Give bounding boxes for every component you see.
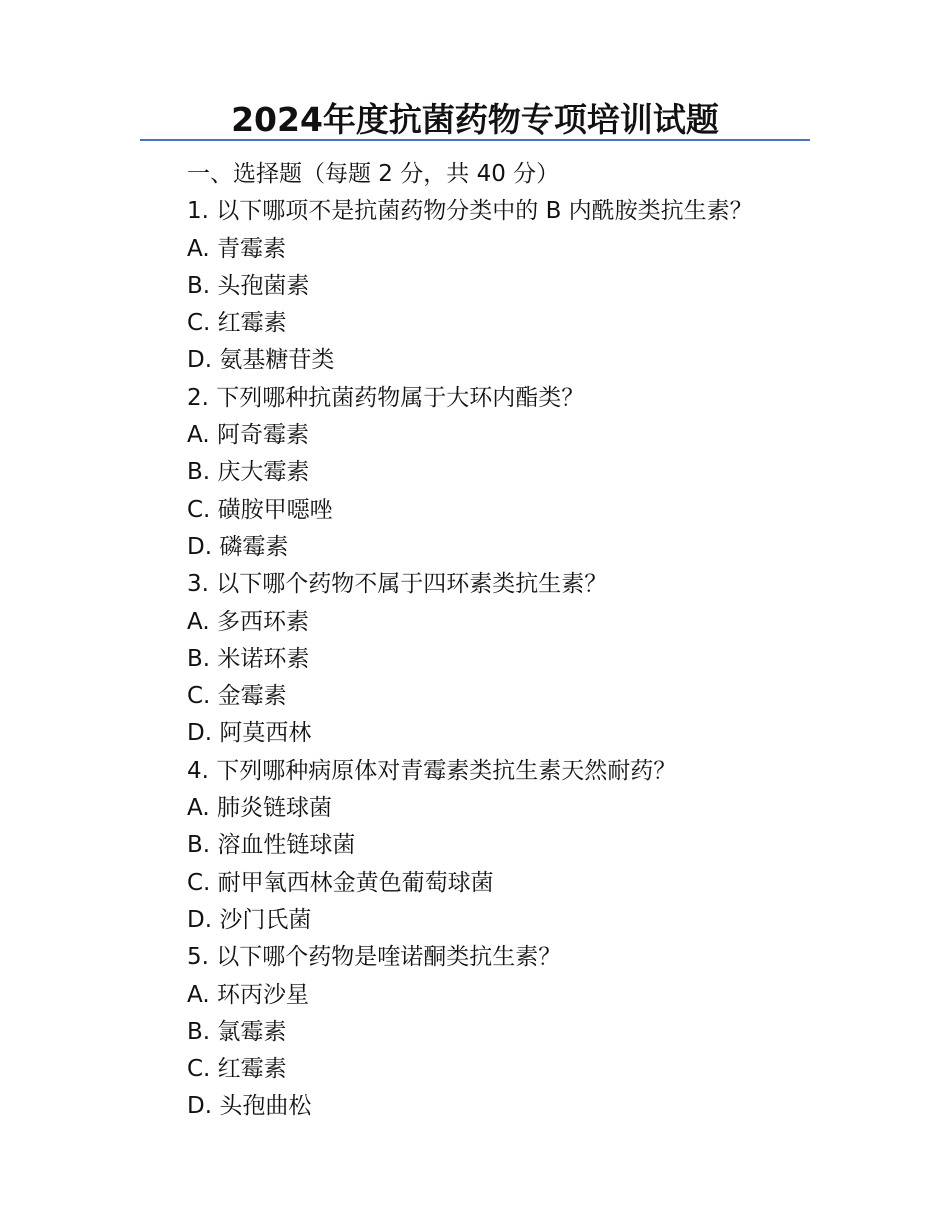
option-d: D. 头孢曲松	[187, 1093, 312, 1120]
option-c: C. 红霉素	[187, 310, 287, 337]
question-block-2	[187, 380, 887, 566]
question-block-3	[187, 566, 887, 752]
option-d: D. 沙门氏菌	[187, 906, 312, 933]
option-a: A. 阿奇霉素	[187, 422, 309, 449]
option-c: C. 金霉素	[187, 683, 287, 710]
option-b: B. 氯霉素	[187, 1018, 287, 1045]
option-b: B. 庆大霉素	[187, 459, 310, 486]
option-c: C. 磺胺甲噁唑	[187, 496, 333, 523]
option-d: D. 磷霉素	[187, 533, 289, 560]
option-a: A. 肺炎链球菌	[187, 795, 332, 822]
question-block-5	[187, 939, 887, 1125]
document-body	[187, 156, 887, 1126]
option-a: A. 环丙沙星	[187, 981, 309, 1008]
question-stem: 1. 以下哪项不是抗菌药物分类中的 B 内酰胺类抗生素？	[187, 198, 753, 225]
question-block-4	[187, 753, 887, 939]
question-stem: 2. 下列哪种抗菌药物属于大环内酯类？	[187, 384, 585, 411]
option-d: D. 氨基糖苷类	[187, 347, 335, 374]
option-b: B. 溶血性链球菌	[187, 832, 356, 859]
question-stem: 3. 以下哪个药物不属于四环素类抗生素？	[187, 571, 608, 598]
title-underline	[140, 139, 810, 141]
option-b: B. 米诺环素	[187, 645, 310, 672]
option-c: C. 耐甲氧西林金黄色葡萄球菌	[187, 869, 494, 896]
section-heading: 一、选择题（每题 2 分，共 40 分）	[187, 161, 560, 187]
option-a: A. 青霉素	[187, 235, 286, 262]
document-title: 2024年度抗菌药物专项培训试题	[231, 100, 719, 139]
question-stem: 4. 下列哪种病原体对青霉素类抗生素天然耐药？	[187, 757, 677, 784]
option-a: A. 多西环素	[187, 608, 309, 635]
option-d: D. 阿莫西林	[187, 720, 312, 747]
question-block-1	[187, 193, 887, 379]
question-stem: 5. 以下哪个药物是喹诺酮类抗生素？	[187, 944, 562, 971]
option-c: C. 红霉素	[187, 1056, 287, 1083]
option-b: B. 头孢菌素	[187, 272, 310, 299]
